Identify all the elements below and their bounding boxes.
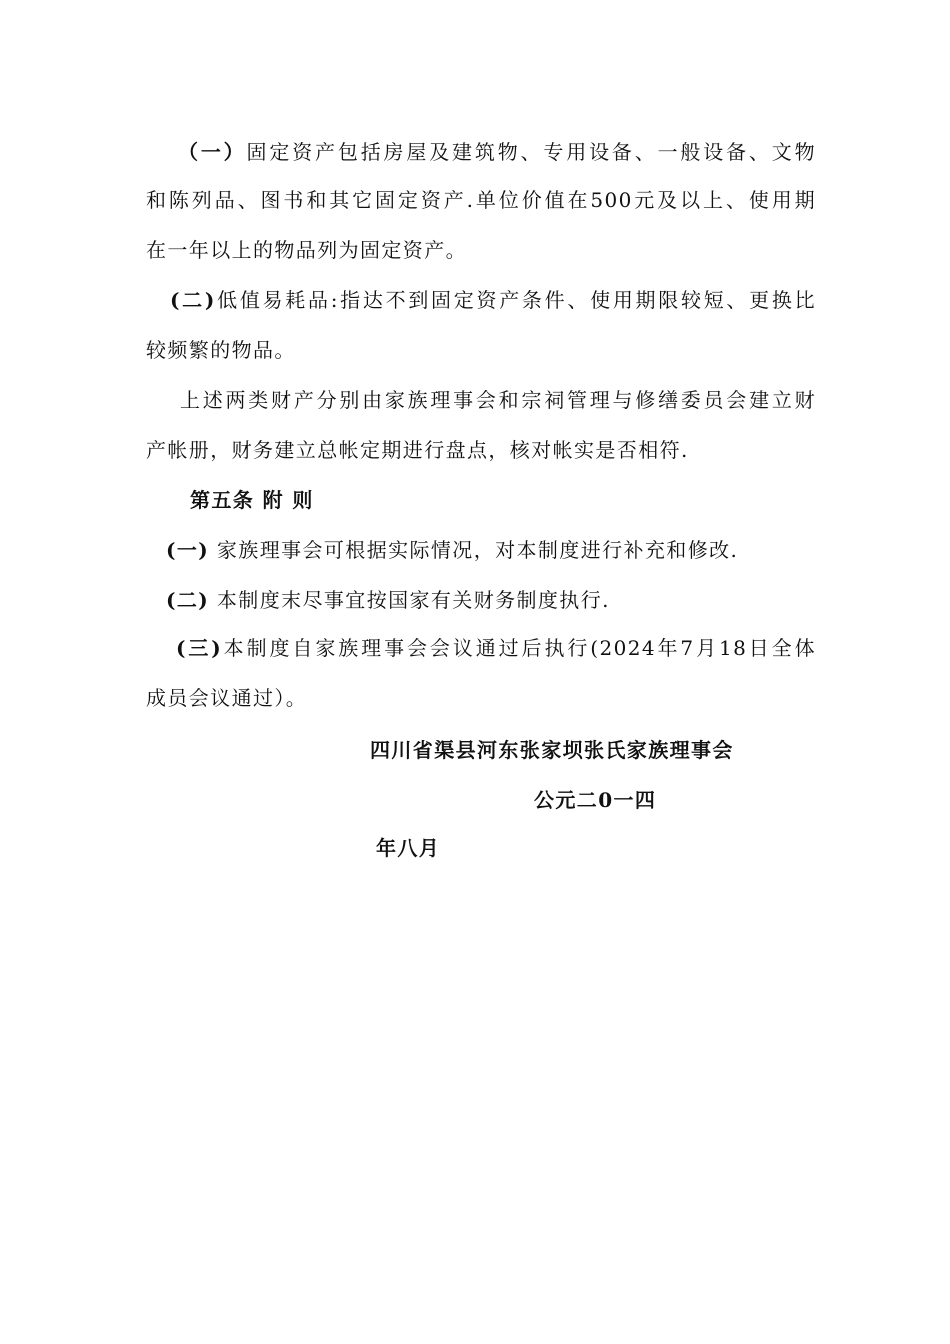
section-heading: 第五条 附 则 — [190, 488, 314, 512]
para-4-label: (一) — [166, 538, 210, 562]
para-4-text: 家族理事会可根据实际情况，对本制度进行补充和修改. — [216, 538, 739, 562]
para-6-text-1: 本制度自家族理事会会议通过后执行(2024年7月18日全体 — [222, 636, 816, 660]
signature-date-line-2: 年八月 — [376, 836, 441, 860]
para-6-line-1 — [146, 634, 816, 662]
para-1-line-1 — [146, 138, 816, 166]
para-2-line-2: 较频繁的物品。 — [146, 338, 296, 362]
signature-date-line-1: 公元二0一四 — [534, 788, 657, 812]
para-3-line-2: 产帐册，财务建立总帐定期进行盘点，核对帐实是否相符. — [146, 438, 689, 462]
para-2-label: (二) — [170, 288, 216, 312]
para-1-text-1: 固定资产包括房屋及建筑物、专用设备、一般设备、文物 — [246, 140, 816, 164]
para-6-label: (三) — [176, 636, 223, 660]
signature-org: 四川省渠县河东张家坝张氏家族理事会 — [370, 738, 734, 762]
para-4 — [166, 536, 816, 564]
para-1-line-2: 和陈列品、图书和其它固定资产.单位价值在500元及以上、使用期 — [146, 188, 816, 212]
para-5-text: 本制度末尽事宜按国家有关财务制度执行. — [216, 588, 610, 612]
para-2-text-1: 低值易耗品:指达不到固定资产条件、使用期限较短、更换比 — [215, 288, 816, 312]
para-5-label: (二) — [166, 588, 210, 612]
para-1-line-3: 在一年以上的物品列为固定资产。 — [146, 238, 467, 262]
para-3-line-1: 上述两类财产分别由家族理事会和宗祠管理与修缮委员会建立财 — [180, 388, 816, 412]
para-5 — [166, 586, 816, 614]
para-2-line-1 — [146, 286, 816, 314]
para-6-line-2: 成员会议通过）。 — [146, 686, 308, 710]
para-1-label: （一） — [178, 140, 247, 164]
